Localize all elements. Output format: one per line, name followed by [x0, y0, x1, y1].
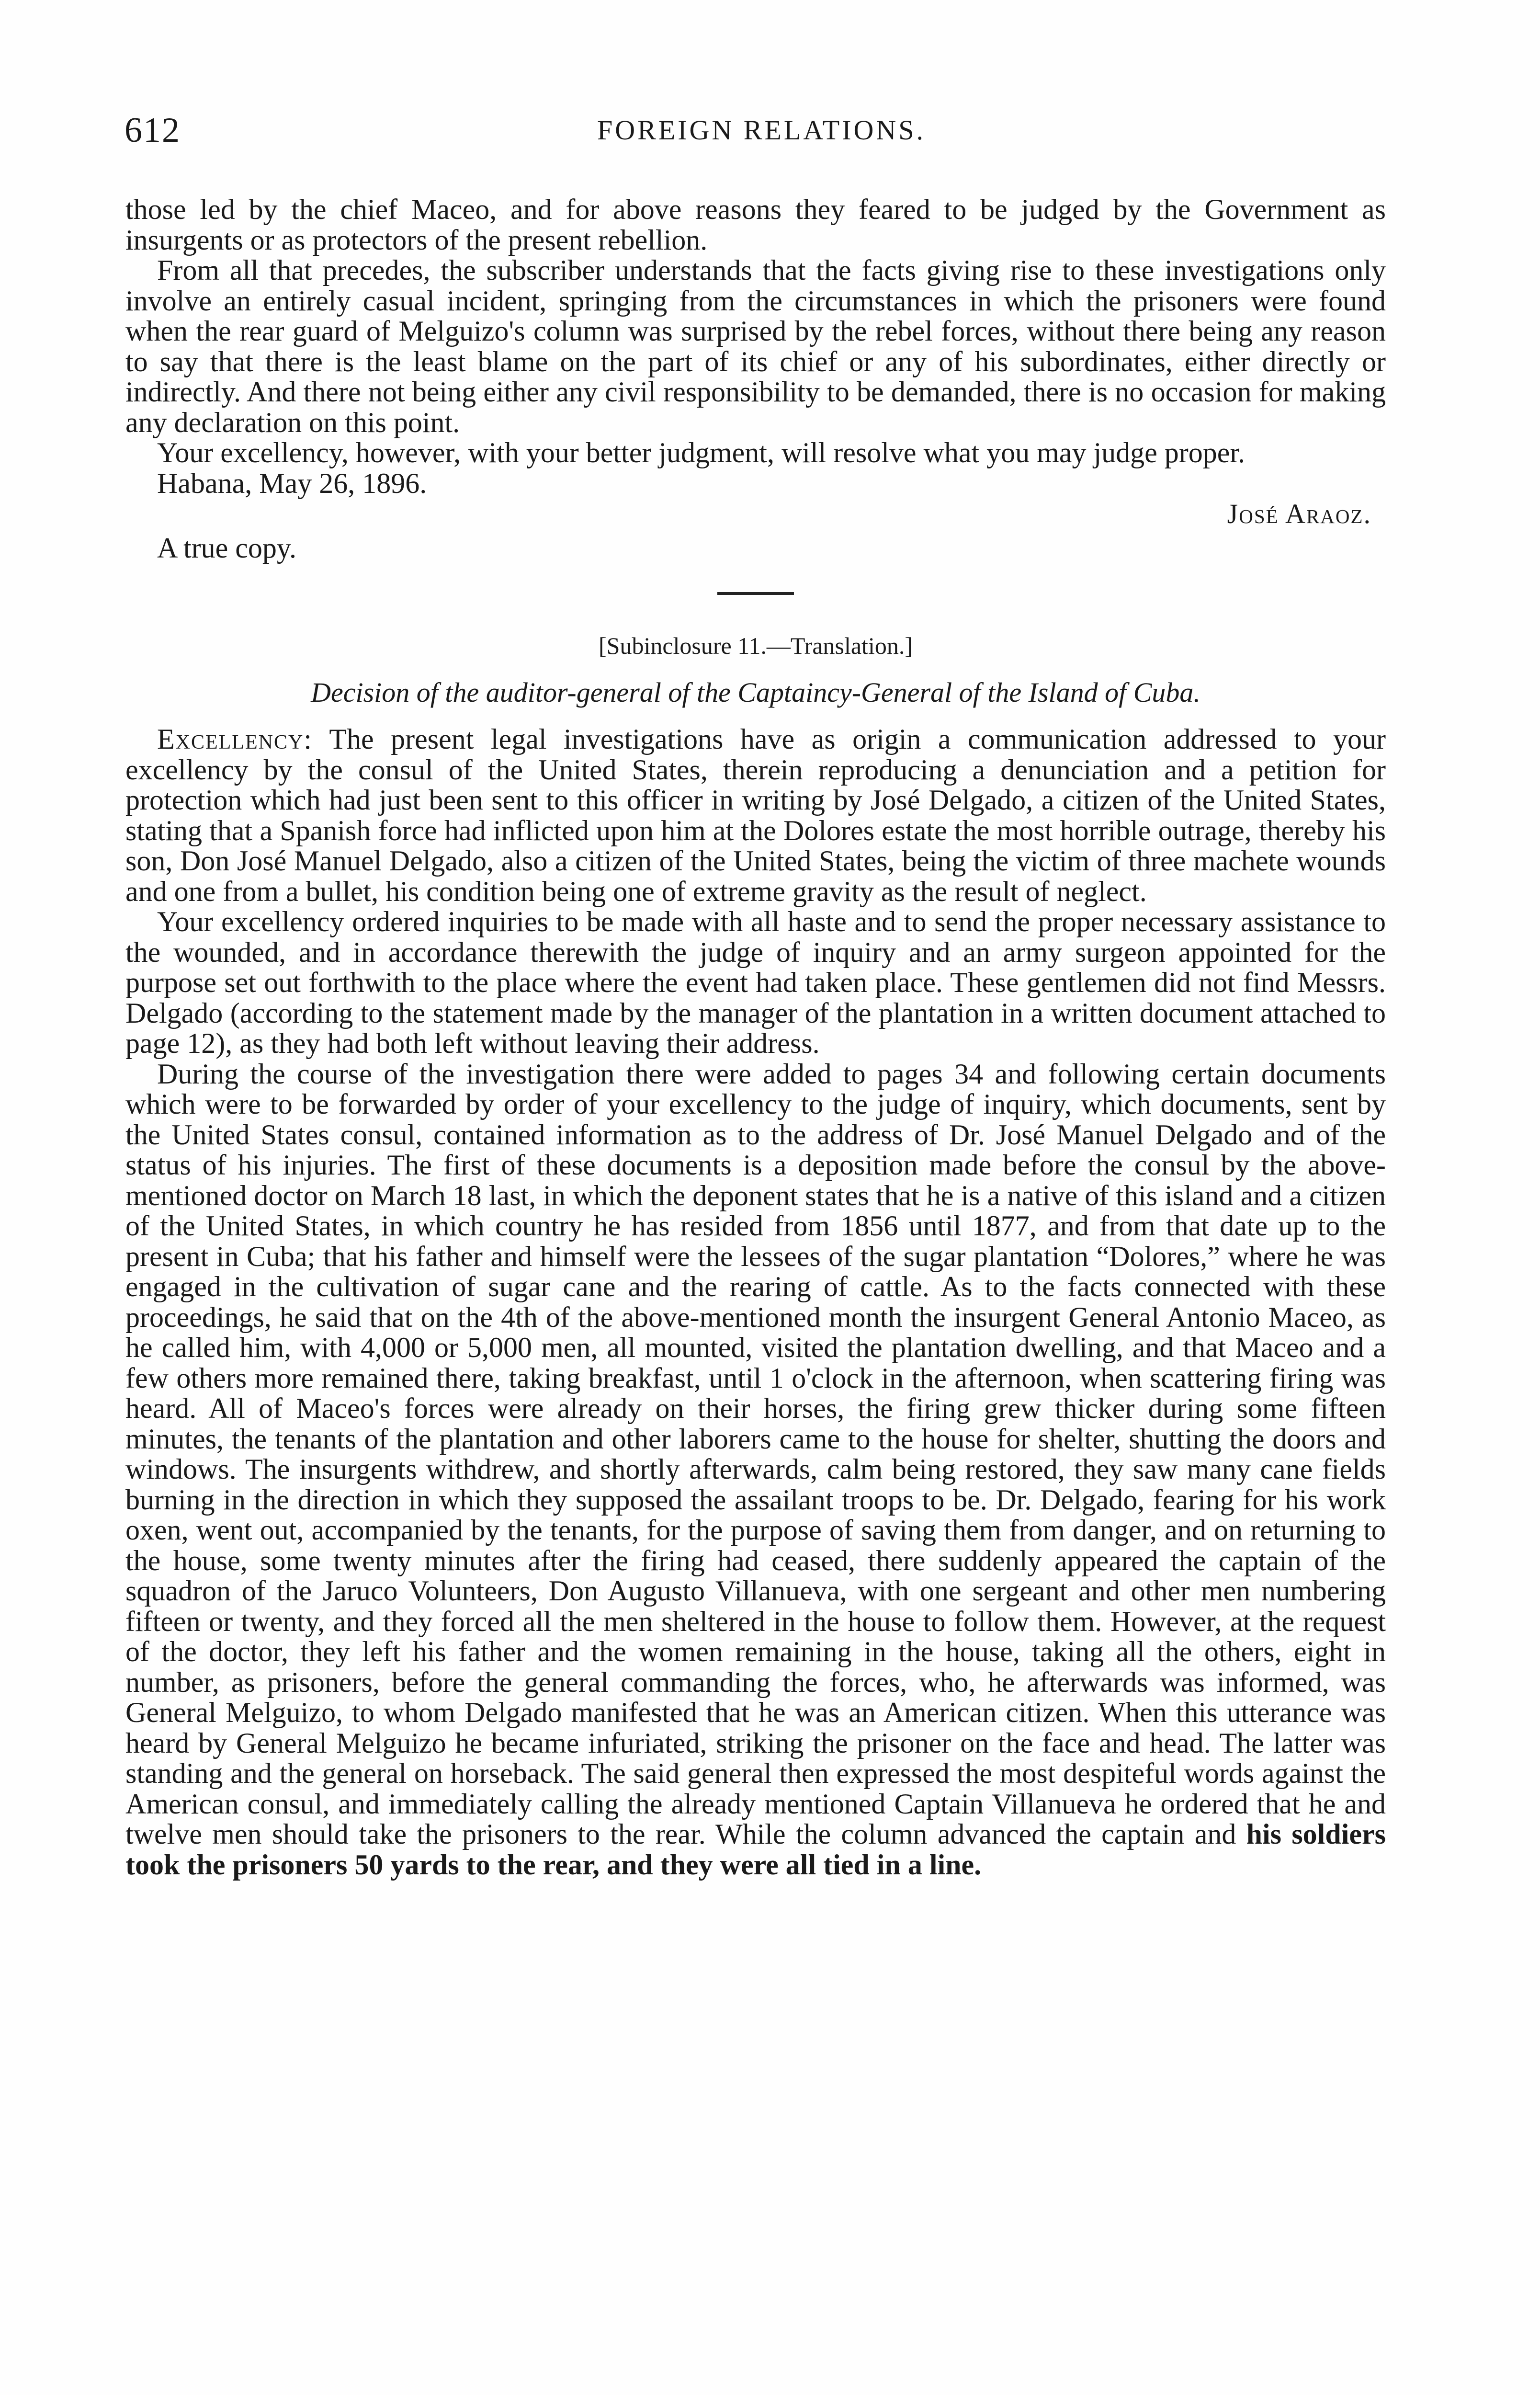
paragraph-investigation-text: During the course of the investigation there were added to pages 34 and following certain documents which were to be forwarded by order of your excellency to the judge of inquiry, which documents, sent by the United States consul, contained information as to the address of Dr. José Manuel Delgado and of the status of his injuries. The first of these documents is a deposition made before the consul by the above-mentioned doctor on March 18 last, in which the deponent states that he is a native of this island and a citizen of the United States, in which country he has resided from 1856 until 1877, and from that date up to the present in Cuba; that his father and himself were the lessees of the sugar plantation “Dolores,” where he was engaged in the cultivation of sugar cane and the rearing of cattle. As to the facts connected with these proceedings, he said that on the 4th of the above-mentioned month the insurgent General Antonio Maceo, as he called him, with 4,000 or 5,000 men, all mounted, visited the plantation dwelling, and that Maceo and a few others more remained there, taking breakfast, until 1 o'clock in the afternoon, when scattering firing was heard. All of Maceo's forces were already on their horses, the firing grew thicker during some fifteen minutes, the tenants of the plantation and other laborers came to the house for shelter, shutting the doors and windows. The insurgents withdrew, and shortly afterwards, calm being restored, they saw many cane fields burning in the direction in which they supposed the assailant troops to be. Dr. Delgado, fearing for his work oxen, went out, accompanied by the tenants, for the purpose of saving them from danger, and on returning to the house, some twenty minutes after the firing had ceased, there suddenly appeared the captain of the squadron of the Jaruco Volunteers, Don Augusto Villanueva, with one sergeant and other men numbering fifteen or twenty, and they forced all the men sheltered in the house to follow them. However, at the request of the doctor, they left his father and the women remaining in the house, taking all the others, eight in number, as prisoners, before the general commanding the forces, who, he afterwards was informed, was General Melguizo, to whom Delgado manifested that he was an American citizen. When this utterance was heard by General Melguizo he became infuriated, striking the prisoner on the face and head. The latter was standing and the general on horseback. The said general then expressed the most despiteful words against the American consul, and immediately calling the already mentioned Captain Villanueva he ordered that he and twelve men should take the prisoners to the rear. While the column advanced the captain and	[125, 1058, 1386, 1850]
page-number: 612	[125, 111, 181, 150]
true-copy-note: A true copy.	[157, 532, 297, 564]
paragraph-excellency	[125, 724, 1386, 907]
paragraph-continuation: those led by the chief Maceo, and for above reasons they feared to be judged by the Government as insurgents or as protectors of the present rebellion.	[125, 194, 1386, 256]
dateline: Habana, May 26, 1896.	[157, 467, 427, 499]
subinclosure-label: [Subinclosure 11.—Translation.]	[599, 632, 913, 659]
page-header	[125, 110, 1398, 153]
paragraph-excellency-text: The present legal investigations have as origin a communication addressed to your excellency by the consul of the United States, therein reproducing a denunciation and a petition for protection which had just been sent to this officer in writing by José Delgado, a citizen of the United States, stating that a Spanish force had inflicted upon him at the Dolores estate the most horrible outrage, thereby his son, Don José Manuel Delgado, also a citizen of the United States, being the victim of three machete wounds and one from a bullet, his condition being one of extreme gravity as the result of neglect.	[125, 723, 1386, 907]
paragraph-closing: Your excellency, however, with your better judgment, will resolve what you may judge proper.	[157, 437, 1246, 468]
salutation: Excellency:	[157, 723, 313, 755]
paragraph-investigation-tail: his soldiers took the prisoners 50 yards to the rear, and they were all tied in a line.	[125, 1818, 1386, 1881]
signature	[125, 499, 1386, 529]
running-head: FOREIGN RELATIONS.	[597, 114, 926, 146]
section-divider	[717, 592, 794, 595]
page-body	[125, 194, 1386, 1880]
decision-title: Decision of the auditor-general of the Captaincy-General of the Island of Cuba.	[311, 677, 1200, 708]
paragraph-inquiries: Your excellency ordered inquiries to be made with all haste and to send the proper necessary assistance to the wounded, and in accordance therewith the judge of inquiry and an army surgeon appointed for the purpose set out forthwith to the place where the event had taken place. These gentlemen did not find Messrs. Delgado (according to the statement made by the manager of the plantation in a written document attached to page 12), as they had both left without leaving their address.	[125, 906, 1386, 1059]
paragraph-conclusion: From all that precedes, the subscriber understands that the facts giving rise to these investigations only involve an entirely casual incident, springing from the circumstances in which the prisoners were found when the rear guard of Melguizo's column was surprised by the rebel forces, without there being any reason to say that there is the least blame on the part of its chief or any of his subordinates, either directly or indirectly. And there not being either any civil responsibility to be demanded, there is no occasion for making any declaration on this point.	[125, 254, 1386, 438]
signature-name: José Araoz.	[1227, 498, 1371, 529]
paragraph-investigation	[125, 1059, 1386, 1881]
